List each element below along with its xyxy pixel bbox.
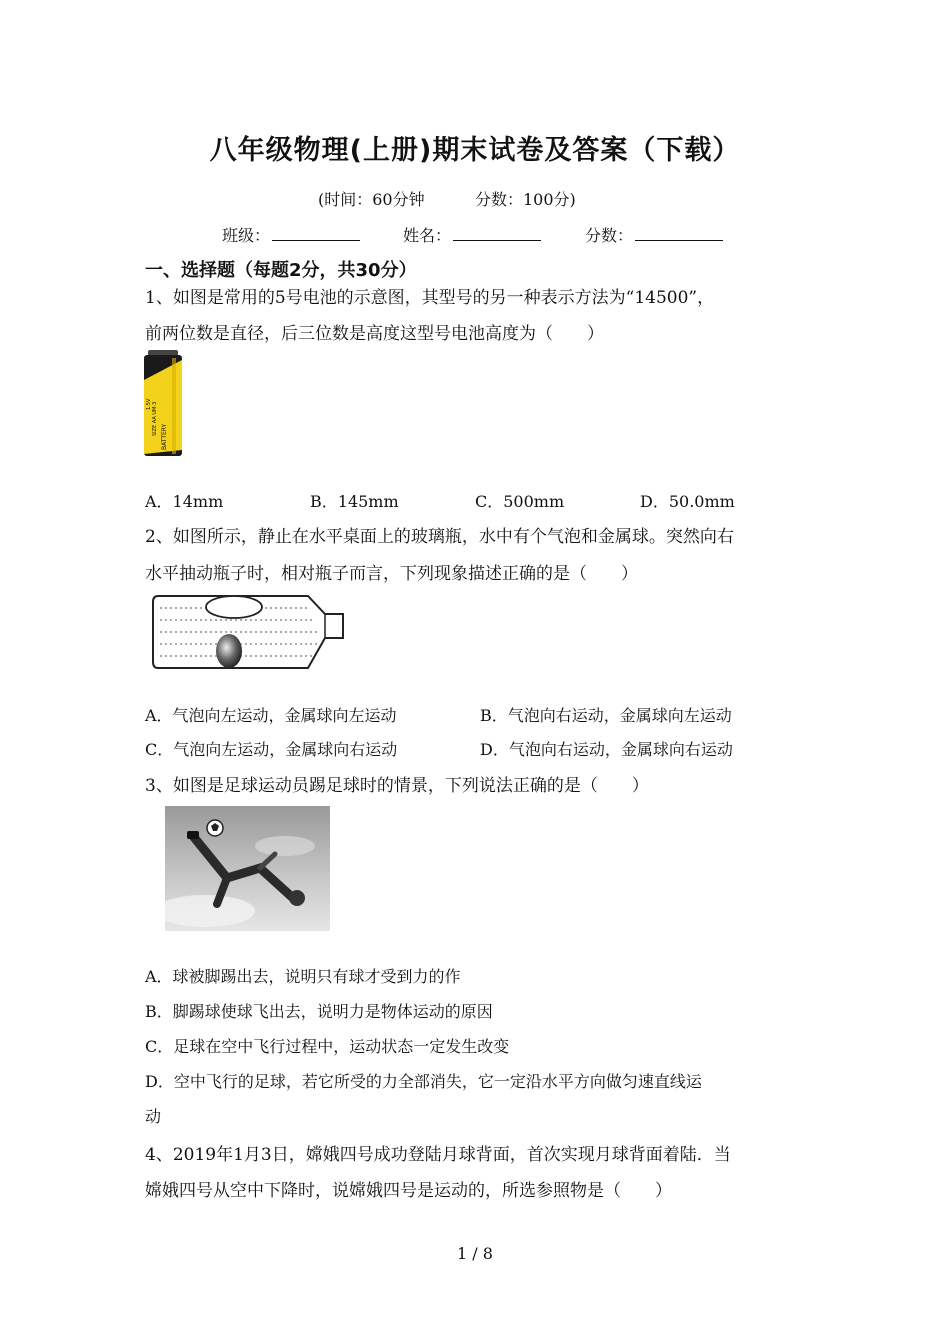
q3-option-c: C．足球在空中飞行过程中，运动状态一定发生改变 xyxy=(145,1037,510,1056)
q3-option-d: D．空中飞行的足球，若它所受的力全部消失，它一定沿水平方向做匀速直线运 xyxy=(145,1072,702,1091)
page-title: 八年级物理(上册)期末试卷及答案（下载） xyxy=(209,135,741,166)
question-4-line-1: 4、2019年1月3日，嫦娥四号成功登陆月球背面，首次实现月球背面着陆．当 xyxy=(145,1145,731,1165)
class-field xyxy=(222,223,360,246)
score-blank xyxy=(635,226,723,241)
bottle-figure xyxy=(150,592,350,674)
name-label: 姓名： xyxy=(403,226,452,245)
battery-label: BATTERY xyxy=(161,423,168,450)
question-3-line-1: 3、如图是足球运动员踢足球时的情景，下列说法正确的是（ ） xyxy=(145,776,649,796)
battery-voltage-label: 1.5V xyxy=(146,398,152,410)
battery-figure xyxy=(142,350,184,458)
soccer-player-figure xyxy=(165,806,330,931)
battery-size-label: SIZE AA UM-3 xyxy=(152,401,158,436)
question-2-line-2: 水平抽动瓶子时，相对瓶子而言，下列现象描述正确的是（ ） xyxy=(145,564,638,584)
name-field xyxy=(403,223,541,246)
q1-option-d: D．50.0mm xyxy=(640,492,735,511)
q1-option-c: C．500mm xyxy=(475,492,565,511)
q1-option-b: B．145mm xyxy=(310,492,399,511)
q2-option-c: C．气泡向左运动，金属球向右运动 xyxy=(145,740,398,759)
class-blank xyxy=(272,226,360,241)
section-heading: 一、选择题（每题2分，共30分） xyxy=(145,260,417,281)
q3-option-b: B．脚踢球使球飞出去，说明力是物体运动的原因 xyxy=(145,1002,493,1021)
q3-option-a: A．球被脚踢出去，说明只有球才受到力的作 xyxy=(145,967,461,986)
question-4-line-2: 嫦娥四号从空中下降时，说嫦娥四号是运动的，所选参照物是（ ） xyxy=(145,1181,672,1201)
question-2-line-1: 2、如图所示，静止在水平桌面上的玻璃瓶，水中有个气泡和金属球。突然向右 xyxy=(145,527,734,547)
score-field xyxy=(585,223,723,246)
class-label: 班级： xyxy=(222,226,271,245)
page-number: 1 / 8 xyxy=(457,1244,493,1263)
score-label: 分数： xyxy=(585,226,634,245)
q2-option-a: A．气泡向左运动，金属球向左运动 xyxy=(145,706,397,725)
q3-option-d-continued: 动 xyxy=(145,1107,162,1126)
q2-option-d: D．气泡向右运动，金属球向右运动 xyxy=(480,740,733,759)
exam-total-score: 分数：100分) xyxy=(475,190,576,209)
q1-option-a: A．14mm xyxy=(145,492,224,511)
q2-option-b: B．气泡向右运动，金属球向左运动 xyxy=(480,706,732,725)
question-1-line-2: 前两位数是直径，后三位数是高度这型号电池高度为（ ） xyxy=(145,324,604,344)
exam-time: (时间：60分钟 xyxy=(318,190,425,209)
question-1-line-1: 1、如图是常用的5号电池的示意图，其型号的另一种表示方法为“14500”， xyxy=(145,288,715,308)
name-blank xyxy=(453,226,541,241)
